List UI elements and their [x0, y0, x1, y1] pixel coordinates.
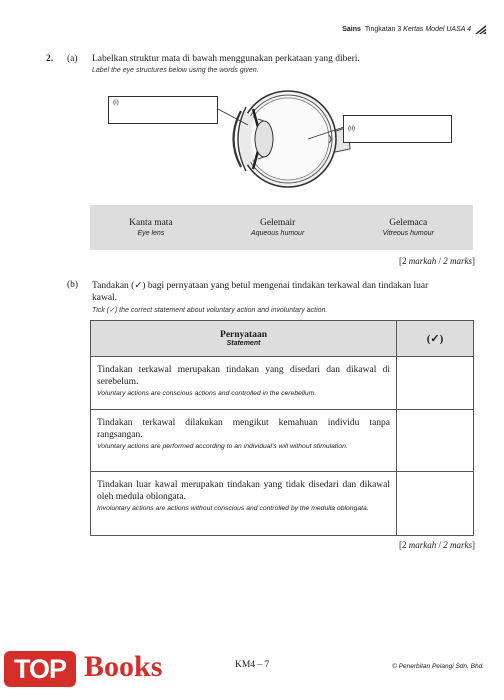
- part-a-instruction-en: Label the eye structures below using the words given.: [92, 67, 259, 74]
- label-box-i[interactable]: [108, 96, 218, 124]
- statement-cell: Tindakan terkawal merupakan tindakan yang disedari dan dikawal di serebelum. Voluntary actions are conscious actions and controlled in the cerebellum.: [91, 357, 397, 410]
- tick-column-header: (✓): [397, 321, 474, 357]
- page-code: KM4 – 7: [235, 660, 270, 670]
- part-a-marks: [2 markah / 2 marks]: [398, 256, 475, 266]
- word-item: Kanta mata Eye lens: [129, 218, 173, 237]
- part-a-instruction: Labelkan struktur mata di bawah menggunakan perkataan yang diberi.: [92, 54, 360, 64]
- statement-column-header: Pernyataan Statement: [91, 321, 397, 357]
- header-subject: Sains: [342, 26, 361, 33]
- word-bank: [90, 205, 473, 250]
- header-form: Tingkatan 3 Kertas Model UASA 4: [364, 26, 471, 33]
- logo-top-badge: TOP: [4, 651, 76, 687]
- logo-books-text: Books: [84, 650, 163, 683]
- table-header-row: [91, 321, 474, 357]
- part-b-instruction-en: Tick (✓) the correct statement about voluntary action and involuntary action.: [92, 307, 328, 314]
- part-b-marks: [2 markah / 2 marks]: [398, 540, 475, 550]
- topbooks-logo: [0, 635, 190, 700]
- statement-table: [90, 320, 474, 536]
- page-header: [342, 25, 486, 34]
- label-box-i-number: (i): [113, 99, 119, 106]
- part-b-label: (b): [67, 280, 79, 290]
- tick-cell[interactable]: [397, 357, 474, 410]
- statement-cell: Tindakan terkawal dilakukan mengikut kemahuan individu tanpa rangsangan. Voluntary actions are performed according to an individual's will without stimulation.: [91, 410, 397, 472]
- part-b-instruction-2: kawal.: [92, 293, 118, 303]
- publisher-credit: © Penerbitan Pelangi Sdn. Bhd.: [392, 663, 484, 670]
- tick-cell[interactable]: [397, 472, 474, 536]
- part-a-label: (a): [67, 54, 78, 64]
- tick-cell[interactable]: [397, 410, 474, 472]
- part-b-instruction-1: Tandakan (✓) bagi pernyataan yang betul mengenai tindakan terkawal dan tindakan luar: [92, 281, 429, 291]
- table-row: [91, 357, 474, 410]
- label-box-ii[interactable]: [343, 115, 452, 143]
- table-row: [91, 410, 474, 472]
- label-box-ii-number: (ii): [348, 125, 356, 132]
- statement-cell: Tindakan luar kawal merupakan tindakan yang tidak disedari dan dikawal oleh medula oblongata. Involuntary actions are actions without conscious and controlled by the medulla oblongata.: [91, 472, 397, 536]
- word-item: Gelemair Aqueous humour: [250, 218, 305, 237]
- word-item: Gelemaca Vitreous humour: [382, 218, 434, 237]
- question-number: 2.: [46, 54, 54, 64]
- stairs-icon: [475, 25, 486, 34]
- table-row: [91, 472, 474, 536]
